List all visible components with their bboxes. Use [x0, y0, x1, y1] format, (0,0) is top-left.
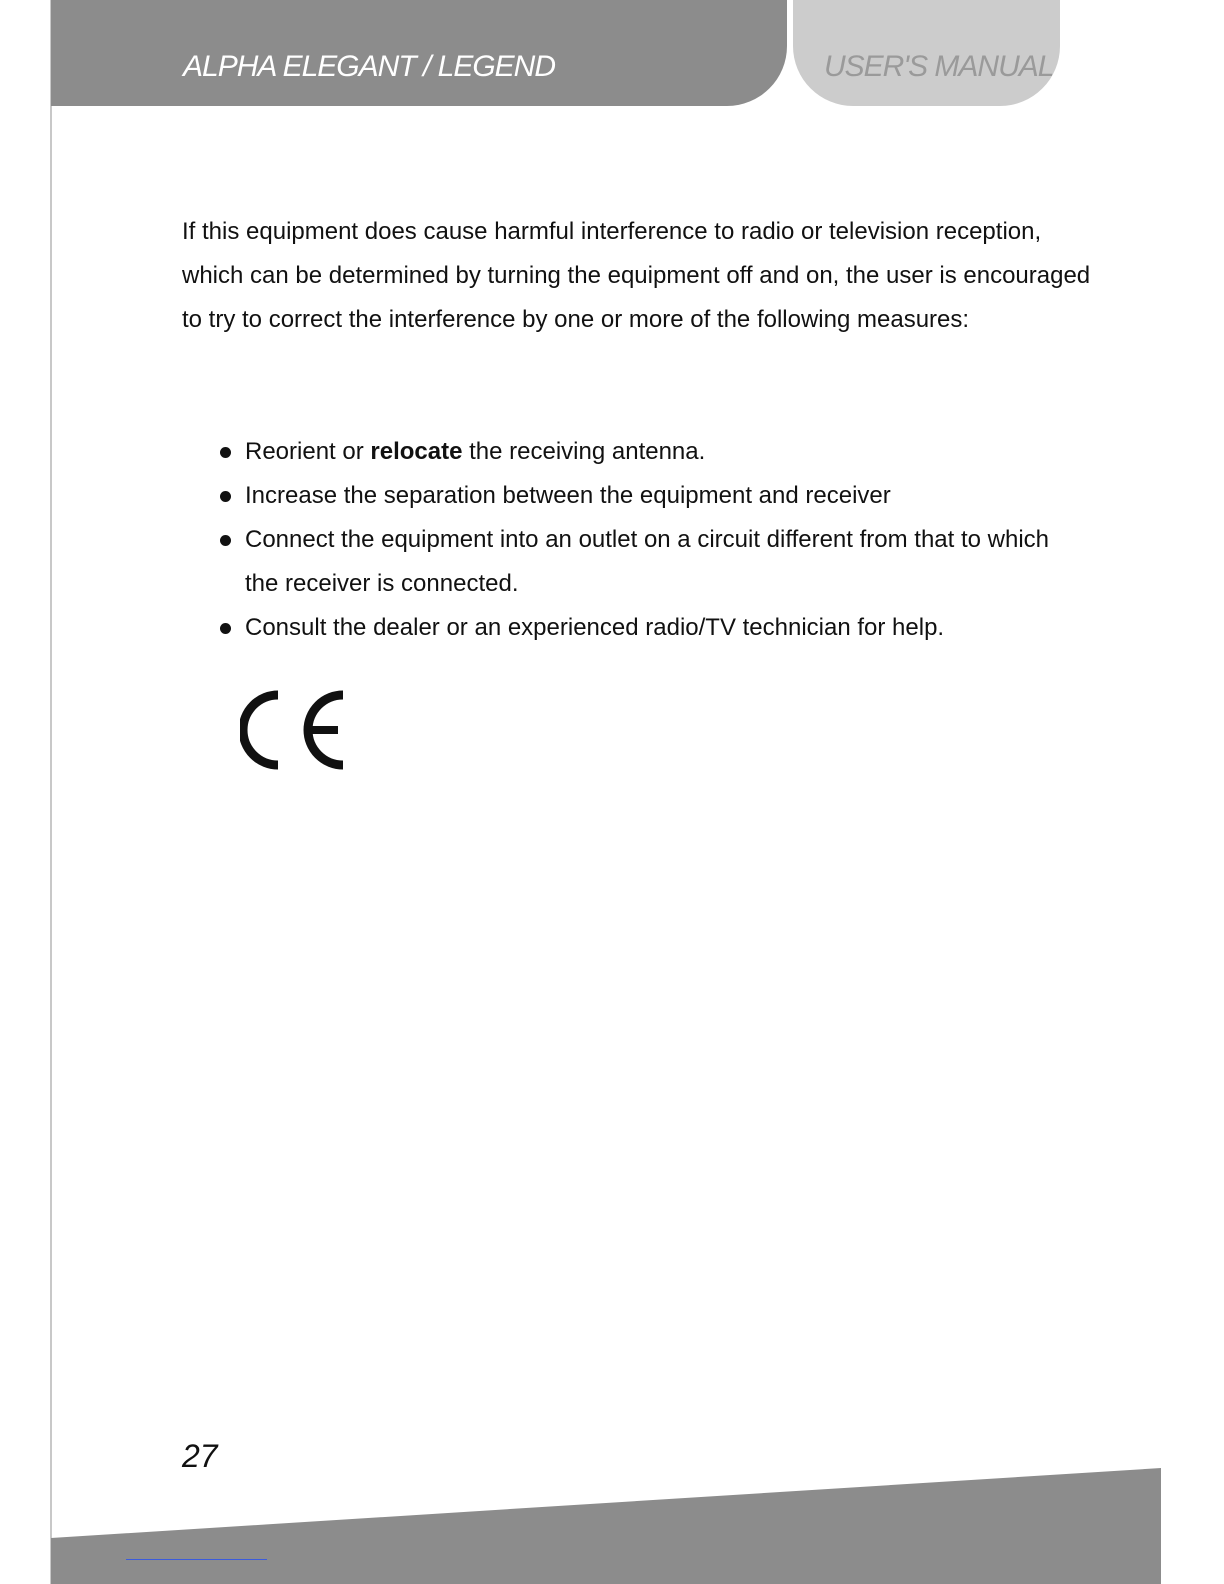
- list-item-text: Increase the separation between the equipment and receiver: [245, 482, 891, 509]
- bullet-icon: [220, 447, 231, 458]
- bullet-icon: [220, 491, 231, 502]
- measures-list: [182, 430, 1062, 650]
- list-item-bold-text: relocate: [370, 438, 463, 465]
- ce-mark-icon: [240, 690, 350, 775]
- page-number: 27: [182, 1438, 218, 1474]
- intro-paragraph: If this equipment does cause harmful interference to radio or television reception, which can be determined by turning the equipment off and on, the user is encouraged to try to correct the interference by one or more of the following measures:: [182, 218, 1091, 333]
- list-item: [182, 606, 1062, 650]
- list-item: [182, 474, 1062, 518]
- header-product-title: ALPHA ELEGANT / LEGEND: [183, 50, 556, 83]
- header-left-tab: [51, 0, 787, 106]
- list-item-text-end: the receiving antenna.: [462, 438, 706, 465]
- list-item: [182, 518, 1062, 606]
- list-item: [182, 430, 1062, 474]
- bullet-icon: [220, 623, 231, 634]
- footer-underline: [126, 1559, 267, 1560]
- list-item-text-start: Reorient or: [245, 438, 371, 465]
- page-edge: [50, 0, 52, 1584]
- list-item-text: Consult the dealer or an experienced radio/TV technician for help.: [245, 614, 945, 641]
- header-manual-title: USER'S MANUAL: [824, 50, 1054, 83]
- footer-band: [0, 1460, 1224, 1584]
- bullet-icon: [220, 535, 231, 546]
- list-item-text: Connect the equipment into an outlet on a circuit different from that to which the receiver is connected.: [245, 526, 1050, 597]
- header-right-tab: [793, 0, 1060, 106]
